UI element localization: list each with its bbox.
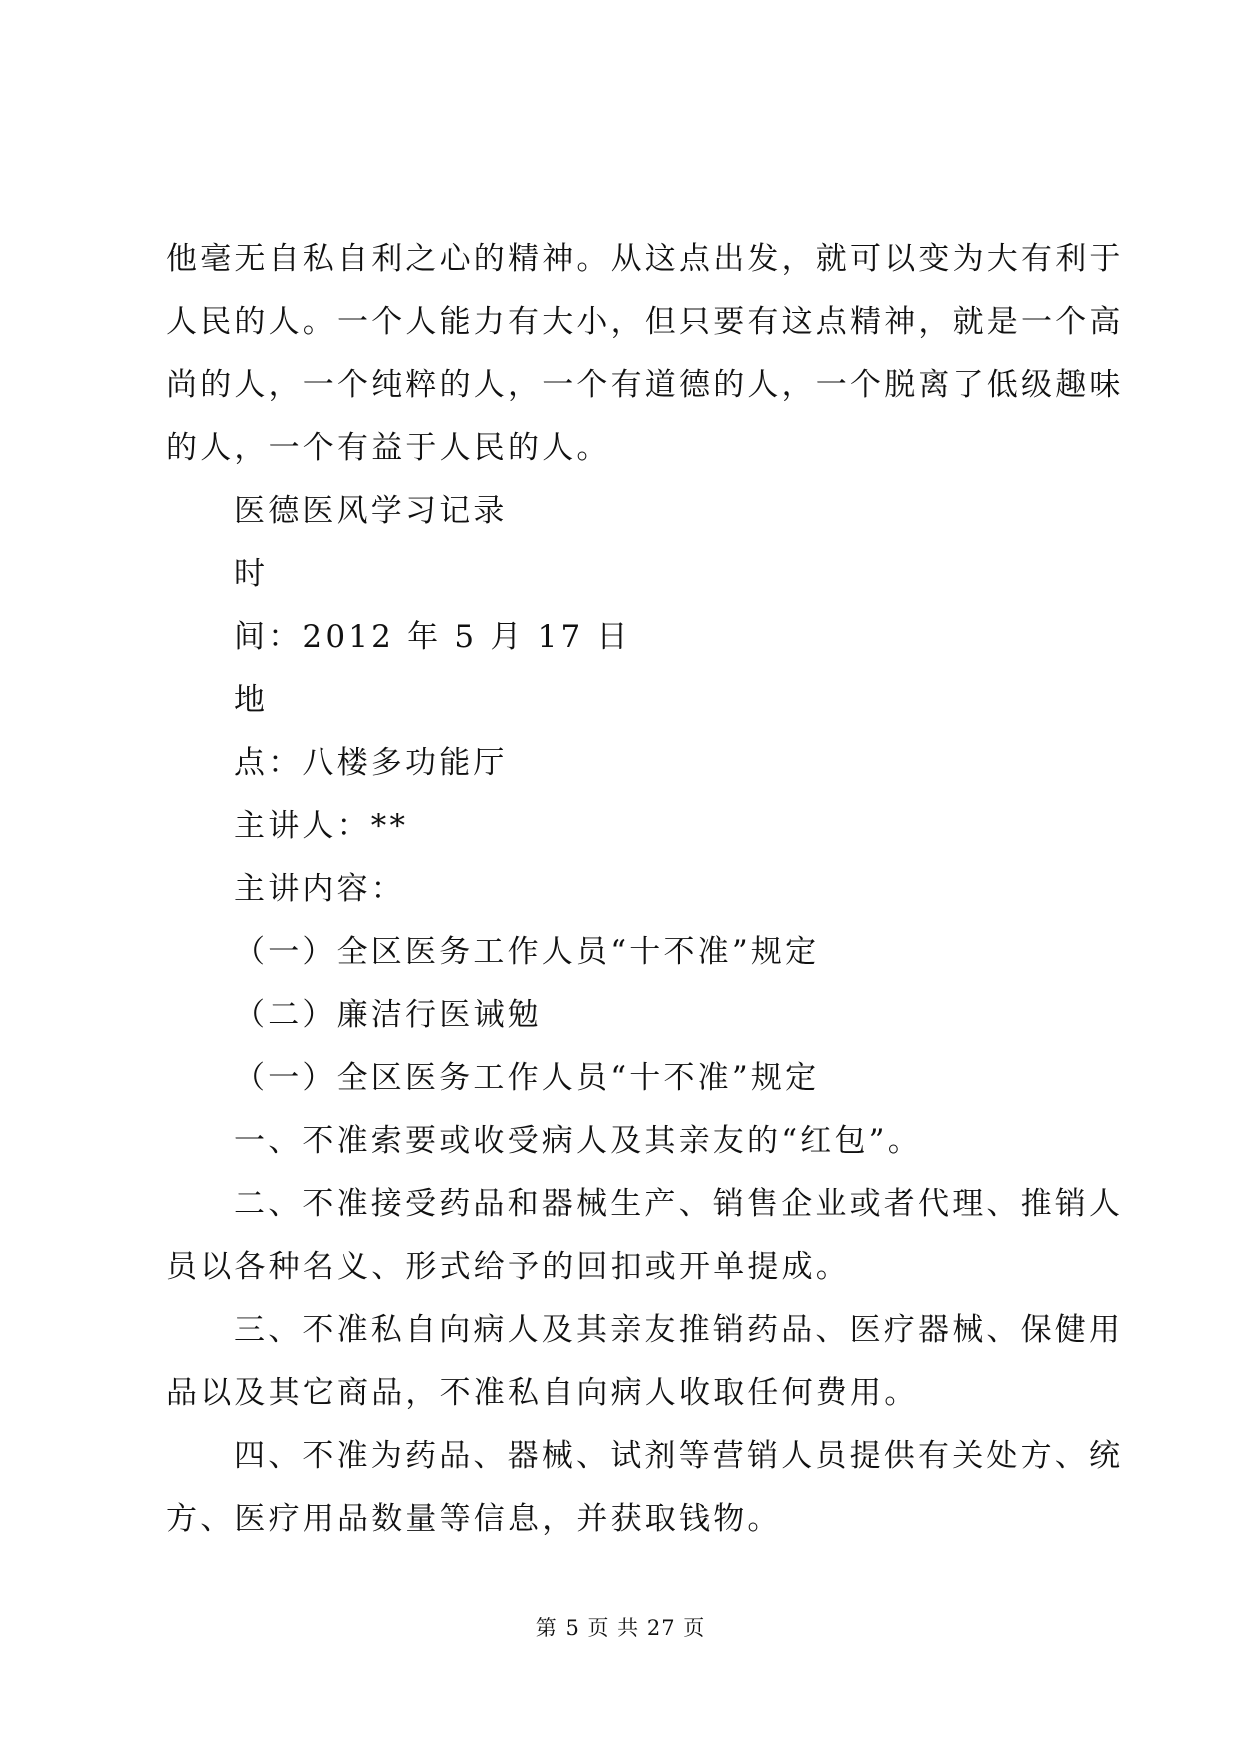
text-line: 点：八楼多功能厅 — [234, 745, 508, 781]
text-line: （一）全区医务工作人员“十不准”规定 — [234, 934, 820, 970]
text-line: 主讲内容： — [234, 871, 405, 907]
text-line: （二）廉洁行医诫勉 — [234, 997, 542, 1033]
text-line: 品以及其它商品，不准私自向病人收取任何费用。 — [166, 1375, 919, 1411]
text-line: 主讲人：** — [234, 808, 409, 844]
document-body — [166, 228, 1124, 1551]
text-line: 尚的人，一个纯粹的人，一个有道德的人，一个脱离了低级趣味 — [166, 367, 1124, 403]
text-line: 地 — [234, 682, 269, 718]
text-line: 时 — [234, 556, 269, 592]
text-line: 三、不准私自向病人及其亲友推销药品、医疗器械、保健用 — [234, 1312, 1124, 1348]
text-line: 医德医风学习记录 — [234, 493, 508, 529]
text-line: 二、不准接受药品和器械生产、销售企业或者代理、推销人 — [234, 1186, 1124, 1222]
text-line: 四、不准为药品、器械、试剂等营销人员提供有关处方、统 — [234, 1438, 1124, 1474]
text-line: 一、不准索要或收受病人及其亲友的“红包”。 — [234, 1123, 922, 1159]
text-line: 的人，一个有益于人民的人。 — [166, 430, 611, 466]
text-line: 员以各种名义、形式给予的回扣或开单提成。 — [166, 1249, 850, 1285]
text-line: （一）全区医务工作人员“十不准”规定 — [234, 1060, 820, 1096]
text-line: 方、医疗用品数量等信息，并获取钱物。 — [166, 1501, 782, 1537]
text-line: 他毫无自私自利之心的精神。从这点出发，就可以变为大有利于 — [166, 241, 1124, 277]
page-footer: 第 5 页 共 27 页 — [535, 1616, 706, 1640]
text-line: 间：2012 年 5 月 17 日 — [234, 619, 631, 655]
text-line: 人民的人。一个人能力有大小，但只要有这点精神，就是一个高 — [166, 304, 1124, 340]
